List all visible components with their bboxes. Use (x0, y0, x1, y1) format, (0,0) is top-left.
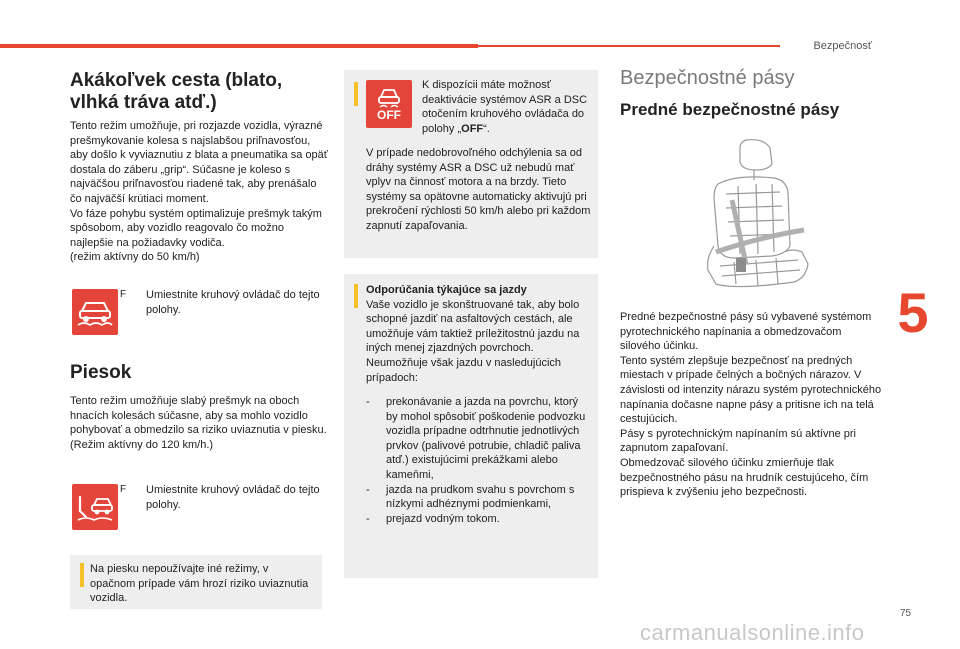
seatbelts-section-title: Bezpečnostné pásy (620, 67, 795, 89)
header-accent-bar (0, 44, 478, 48)
sand-bullet (120, 483, 320, 512)
any-road-bullet (120, 288, 320, 317)
driving-advice-paragraph: Vaše vozidlo je skonštruované tak, aby bolo schopné jazdiť na asfaltových cestách, ale umožňuje vám taktiež príležitostnú jazdu na iných menej zjazdných povrchoch. Neumožňuje však jazdu v nasledujúcich prípadoch: (366, 298, 580, 384)
header-accent-line (478, 45, 780, 47)
any-road-bullet-text: Umiestnite kruhový ovládač do tejto polohy. (146, 289, 320, 316)
driving-advice-list (366, 395, 592, 526)
info-bar (354, 82, 358, 106)
list-item: - prekonávanie a jazda na povrchu, ktorý by mohol spôsobiť poškodenie podvozku vozidla prípadne odtrhnutie jednotlivých prvkov (palivové potrubie, chladič paliva atď.) existujúcimi prekážkami alebo kameňmi, (366, 396, 586, 481)
info-bar (80, 563, 84, 587)
bullet-marker: F (120, 289, 127, 300)
section-title-sand: Piesok (70, 362, 132, 383)
seatbelts-paragraph: Predné bezpečnostné pásy sú vybavené systémom pyrotechnického napínania a obmedzovačom silového účinku. Tento systém zlepšuje bezpečnosť na predných miestach v prípade čelných a bočných nárazov. V závislosti od intenzity nárazu systém pyrotechnického napínania dočasne napne pásy a pritisne ich na telá cestujúcich. Pásy s pyrotechnickým napínaním sú aktívne pri zapnutom zapaľovaní. Obmedzovač silového účinku zmierňuje tlak bezpečnostného pásu na hrudník cestujúceho, čím prispieva k zvýšeniu jeho bezpečnosti. (620, 311, 882, 499)
header-section-title: Bezpečnosť (813, 40, 872, 52)
seat-illustration (676, 134, 826, 294)
sand-paragraph: Tento režim umožňuje slabý prešmyk na oboch hnacích kolesách súčasne, aby sa mohlo vozidlo pohybovať a obmedzilo sa riziko uviaznutia v piesku. (Režim aktívny do 120 km/h.) (70, 395, 327, 451)
watermark: carmanualsonline.info (640, 620, 865, 645)
asr-dsc-box (344, 70, 598, 258)
chapter-number: 5 (897, 281, 929, 344)
page-number: 75 (900, 608, 912, 619)
asr-dsc-intro-text: K dispozícii máte možnosť deaktivácie systémov ASR a DSC otočením kruhového ovládača do polohy „ (422, 79, 588, 135)
asr-off-icon (366, 80, 412, 128)
sand-bullet-text: Umiestnite kruhový ovládač do tejto polohy. (146, 484, 320, 511)
off-label: OFF (377, 107, 401, 122)
sand-terrain-icon (72, 484, 118, 530)
info-bar (354, 284, 358, 308)
asr-dsc-intro-end: “. (483, 122, 490, 135)
sand-note-text: Na piesku nepoužívajte iné režimy, v opačnom prípade vám hrozí riziko uviaznutia vozidla. (90, 563, 309, 605)
driving-advice-heading: Odporúčania týkajúce sa jazdy (366, 284, 527, 296)
asr-dsc-intro (422, 78, 592, 136)
asr-dsc-paragraph: V prípade nedobrovoľného odchýlenia sa od dráhy systémy ASR a DSC už nebudú mať vplyv na činnosť motora a na brzdy. Tieto systémy sa opätovne automaticky aktivujú pri prekročení rýchlosti 50 km/h alebo pri každom zapnutí zapaľovania. (366, 147, 591, 232)
any-road-paragraph: Tento režim umožňuje, pri rozjazde vozidla, výrazné prešmykovanie kolesa s najslabšou priľnavosťou, aby došlo k vyviaznutiu z blata a pneumatika sa opäť dostala do záberu „grip“. Súčasne je koleso s najväčšou priľnavosťou riadené tak, aby prenášalo čo najväčší krútiaci moment. Vo fáze pohybu systém optimalizuje prešmyk takým spôsobom, aby vozidlo reagovalo čo možno najlepšie na požiadavky vodiča. (režim aktívny do 50 km/h) (70, 120, 328, 264)
sand-note-box (70, 555, 322, 609)
front-seatbelts-title: Predné bezpečnostné pásy (620, 100, 840, 119)
driving-advice-box (344, 274, 598, 578)
list-item: - prejazd vodným tokom. (366, 512, 500, 525)
bullet-marker: F (120, 484, 127, 495)
section-title-any-road: Akákoľvek cesta (blato, vlhká tráva atď.) (70, 70, 283, 113)
list-item: - jazda na prudkom svahu s povrchom s nízkymi adhéznymi podmienkami, (366, 483, 575, 511)
mud-terrain-icon (72, 289, 118, 335)
asr-dsc-intro-bold: OFF (461, 122, 484, 135)
